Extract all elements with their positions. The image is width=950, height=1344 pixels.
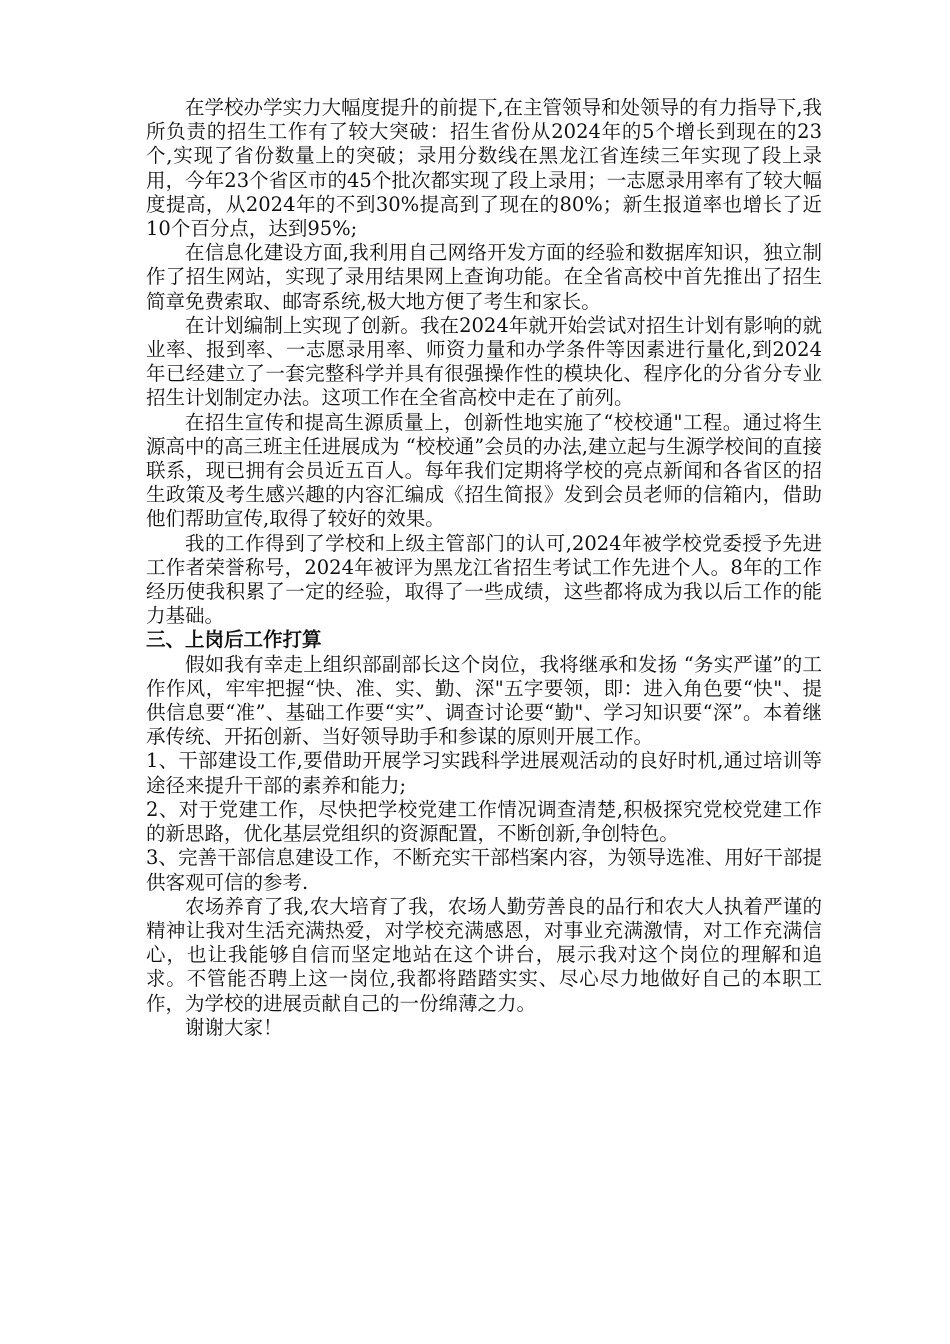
paragraph-publicity: 在招生宣传和提高生源质量上，创新性地实施了“校校通"工程。通过将生源高中的高三班主任进展成为 “校校通”会员的办法,建立起与生源学校间的直接联系，现已拥有会员近五百人。每年我们定期将学校的亮点新闻和各省区的招生政策及考生感兴趣的内容汇编成《招生简报》发到会员老师的信箱内，借助他们帮助宣传,取得了较好的效果。 <box>146 410 822 531</box>
list-item-cadre-information: 3、完善干部信息建设工作，不断充实干部档案内容，为领导选准、用好干部提供客观可信的参考. <box>146 846 822 894</box>
section-heading: 三、上岗后工作打算 <box>146 628 322 652</box>
paragraph-thanks: 谢谢大家！ <box>185 1015 283 1039</box>
paragraph-plan-innovation: 在计划编制上实现了创新。我在2024年就开始尝试对招生计划有影响的就业率、报到率、一志愿录用率、师资力量和办学条件等因素进行量化,到2024年已经建立了一套完整科学并具有很强操作性的模块化、程序化的分省分专业招生计划制定办法。这项工作在全省高校中走在了前列。 <box>146 313 822 410</box>
document-page <box>146 96 822 1040</box>
paragraph-recognition: 我的工作得到了学校和上级主管部门的认可,2024年被学校党委授予先进工作者荣誉称号，2024年被评为黑龙江省招生考试工作先进个人。8年的工作经历使我积累了一定的经验，取得了一些成绩，这些都将成为我以后工作的能力基础。 <box>146 531 822 628</box>
paragraph-enrollment-results: 在学校办学实力大幅度提升的前提下,在主管领导和处领导的有力指导下,我所负责的招生工作有了较大突破：招生省份从2024年的5个增长到现在的23个,实现了省份数量上的突破；录用分数线在黑龙江省连续三年实现了段上录用，今年23个省区市的45个批次都实现了段上录用；一志愿录用率有了较大幅度提高，从2024年的不到30%提高到了现在的80%；新生报道率也增长了近10个百分点，达到95%; <box>146 96 822 241</box>
paragraph-closing: 农场养育了我,农大培育了我，农场人勤劳善良的品行和农大人执着严谨的精神让我对生活充满热爱，对学校充满感恩，对事业充满激情，对工作充满信心，也让我能够自信而坚定地站在这个讲台，展示我对这个岗位的理解和追求。不管能否聘上这一岗位,我都将踏踏实实、尽心尽力地做好自己的本职工作，为学校的进展贡献自己的一份绵薄之力。 <box>146 894 822 1015</box>
list-item-party-building: 2、对于党建工作，尽快把学校党建工作情况调查清楚,积极探究党校党建工作的新思路，优化基层党组织的资源配置，不断创新,争创特色。 <box>146 797 822 846</box>
paragraph-work-plan-intro: 假如我有幸走上组织部副部长这个岗位，我将继承和发扬 “务实严谨”的工作作风，牢牢把握“快、准、实、勤、深"五字要领，即：进入角色要“快"、提供信息要“准”、基础工作要“实”、调查讨论要“勤"、学习知识要“深”。本着继承传统、开拓创新、当好领导助手和参谋的原则开展工作。 <box>146 652 822 749</box>
list-item-cadre-building: 1、干部建设工作,要借助开展学习实践科学进展观活动的良好时机,通过培训等途径来提升干部的素养和能力; <box>146 749 822 797</box>
paragraph-information-construction: 在信息化建设方面,我利用自己网络开发方面的经验和数据库知识，独立制作了招生网站，实现了录用结果网上查询功能。在全省高校中首先推出了招生简章免费索取、邮寄系统,极大地方便了考生和家长。 <box>146 241 822 313</box>
